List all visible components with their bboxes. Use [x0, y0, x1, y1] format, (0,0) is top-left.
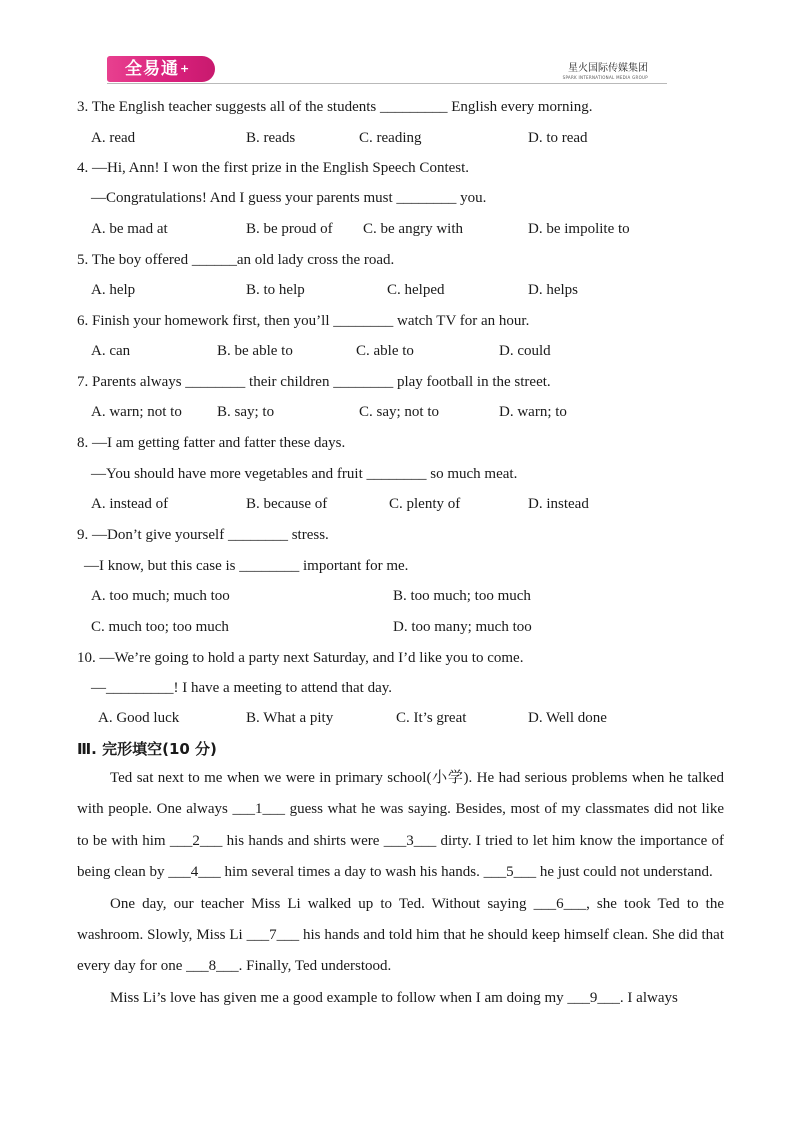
option-c: C. plenty of — [389, 496, 461, 512]
passage-paragraph: One day, our teacher Miss Li walked up to Ted. Without saying ___6___, she took Ted to the washroom. Slowly, Miss Li ___7___ his hands and told him that he should keep himself clean. She did that every day for one ___8___. Finally, Ted understood. — [77, 895, 724, 975]
option-c: C. reading — [359, 130, 422, 146]
question-stem: 9. —Don’t give yourself ________ stress. — [77, 527, 329, 543]
option-c: C. It’s great — [396, 710, 467, 726]
page-header — [0, 0, 800, 90]
option-b: B. reads — [246, 130, 296, 146]
option-a: A. too much; much too — [91, 588, 230, 604]
option-a: A. instead of — [91, 496, 169, 512]
section-title: Ⅲ. 完形填空(10 分) — [77, 740, 217, 758]
cloze-passage — [77, 763, 724, 1014]
question-reply: —You should have more vegetables and fruit ________ so much meat. — [91, 466, 518, 482]
publisher-brand — [563, 59, 648, 80]
question-stem: 10. —We’re going to hold a party next Saturday, and I’d like you to come. — [77, 650, 524, 666]
option-a: A. be mad at — [91, 221, 168, 237]
option-b: B. because of — [246, 496, 328, 512]
logo-plus: + — [180, 62, 191, 75]
option-b: B. be able to — [217, 343, 293, 359]
option-a: A. warn; not to — [91, 404, 182, 420]
passage-paragraph: Miss Li’s love has given me a good example to follow when I am doing my ___9___. I always — [110, 989, 678, 1006]
option-d: D. could — [499, 343, 551, 359]
option-c: C. much too; too much — [91, 619, 229, 635]
option-a: A. Good luck — [98, 710, 180, 726]
question-reply: —_________! I have a meeting to attend that day. — [91, 680, 393, 696]
publisher-name: 星火国际传媒集团 — [568, 63, 648, 74]
option-a: A. can — [91, 343, 131, 359]
option-b: B. say; to — [217, 404, 275, 420]
question-reply: —Congratulations! And I guess your parents must ________ you. — [91, 190, 487, 206]
option-b: B. to help — [246, 282, 305, 298]
option-c: C. be angry with — [363, 221, 463, 237]
option-d: D. be impolite to — [528, 221, 630, 237]
logo-text: 全易通 — [125, 59, 179, 79]
header-divider — [107, 83, 667, 84]
question-stem: 7. Parents always ________ their children ________ play football in the street. — [77, 374, 551, 390]
question-stem: 8. —I am getting fatter and fatter these days. — [77, 435, 346, 451]
question-reply: —I know, but this case is ________ important for me. — [84, 558, 409, 574]
option-c: C. say; not to — [359, 404, 440, 420]
question-stem: 3. The English teacher suggests all of the students _________ English every morning. — [77, 99, 593, 115]
option-d: D. Well done — [528, 710, 607, 726]
option-a: A. help — [91, 282, 136, 298]
question-stem: 5. The boy offered ______an old lady cross the road. — [77, 252, 395, 268]
option-d: D. warn; to — [499, 404, 567, 420]
brand-logo — [107, 56, 215, 82]
option-d: D. instead — [528, 496, 589, 512]
publisher-subtitle: SPARK INTERNATIONAL MEDIA GROUP — [562, 75, 648, 80]
option-b: B. be proud of — [246, 221, 333, 237]
option-d: D. too many; much too — [393, 619, 532, 635]
question-stem: 6. Finish your homework first, then you’ll ________ watch TV for an hour. — [77, 313, 530, 329]
option-d: D. helps — [528, 282, 578, 298]
option-a: A. read — [91, 130, 136, 146]
option-b: B. too much; too much — [393, 588, 531, 604]
option-c: C. able to — [356, 343, 414, 359]
option-d: D. to read — [528, 130, 588, 146]
passage-paragraph: Ted sat next to me when we were in primary school(小学). He had serious problems when he talked with people. One always ___1___ guess what he was saying. Besides, most of my classmates did not like to be with him ___2___ his hands and shirts were ___3___ dirty. I tried to let him know the importance of being clean by ___4___ him several times a day to wash his hands. ___5___ he just could not understand. — [77, 770, 724, 881]
option-b: B. What a pity — [246, 710, 334, 726]
question-stem: 4. —Hi, Ann! I won the first prize in the English Speech Contest. — [77, 160, 470, 176]
option-c: C. helped — [387, 282, 445, 298]
